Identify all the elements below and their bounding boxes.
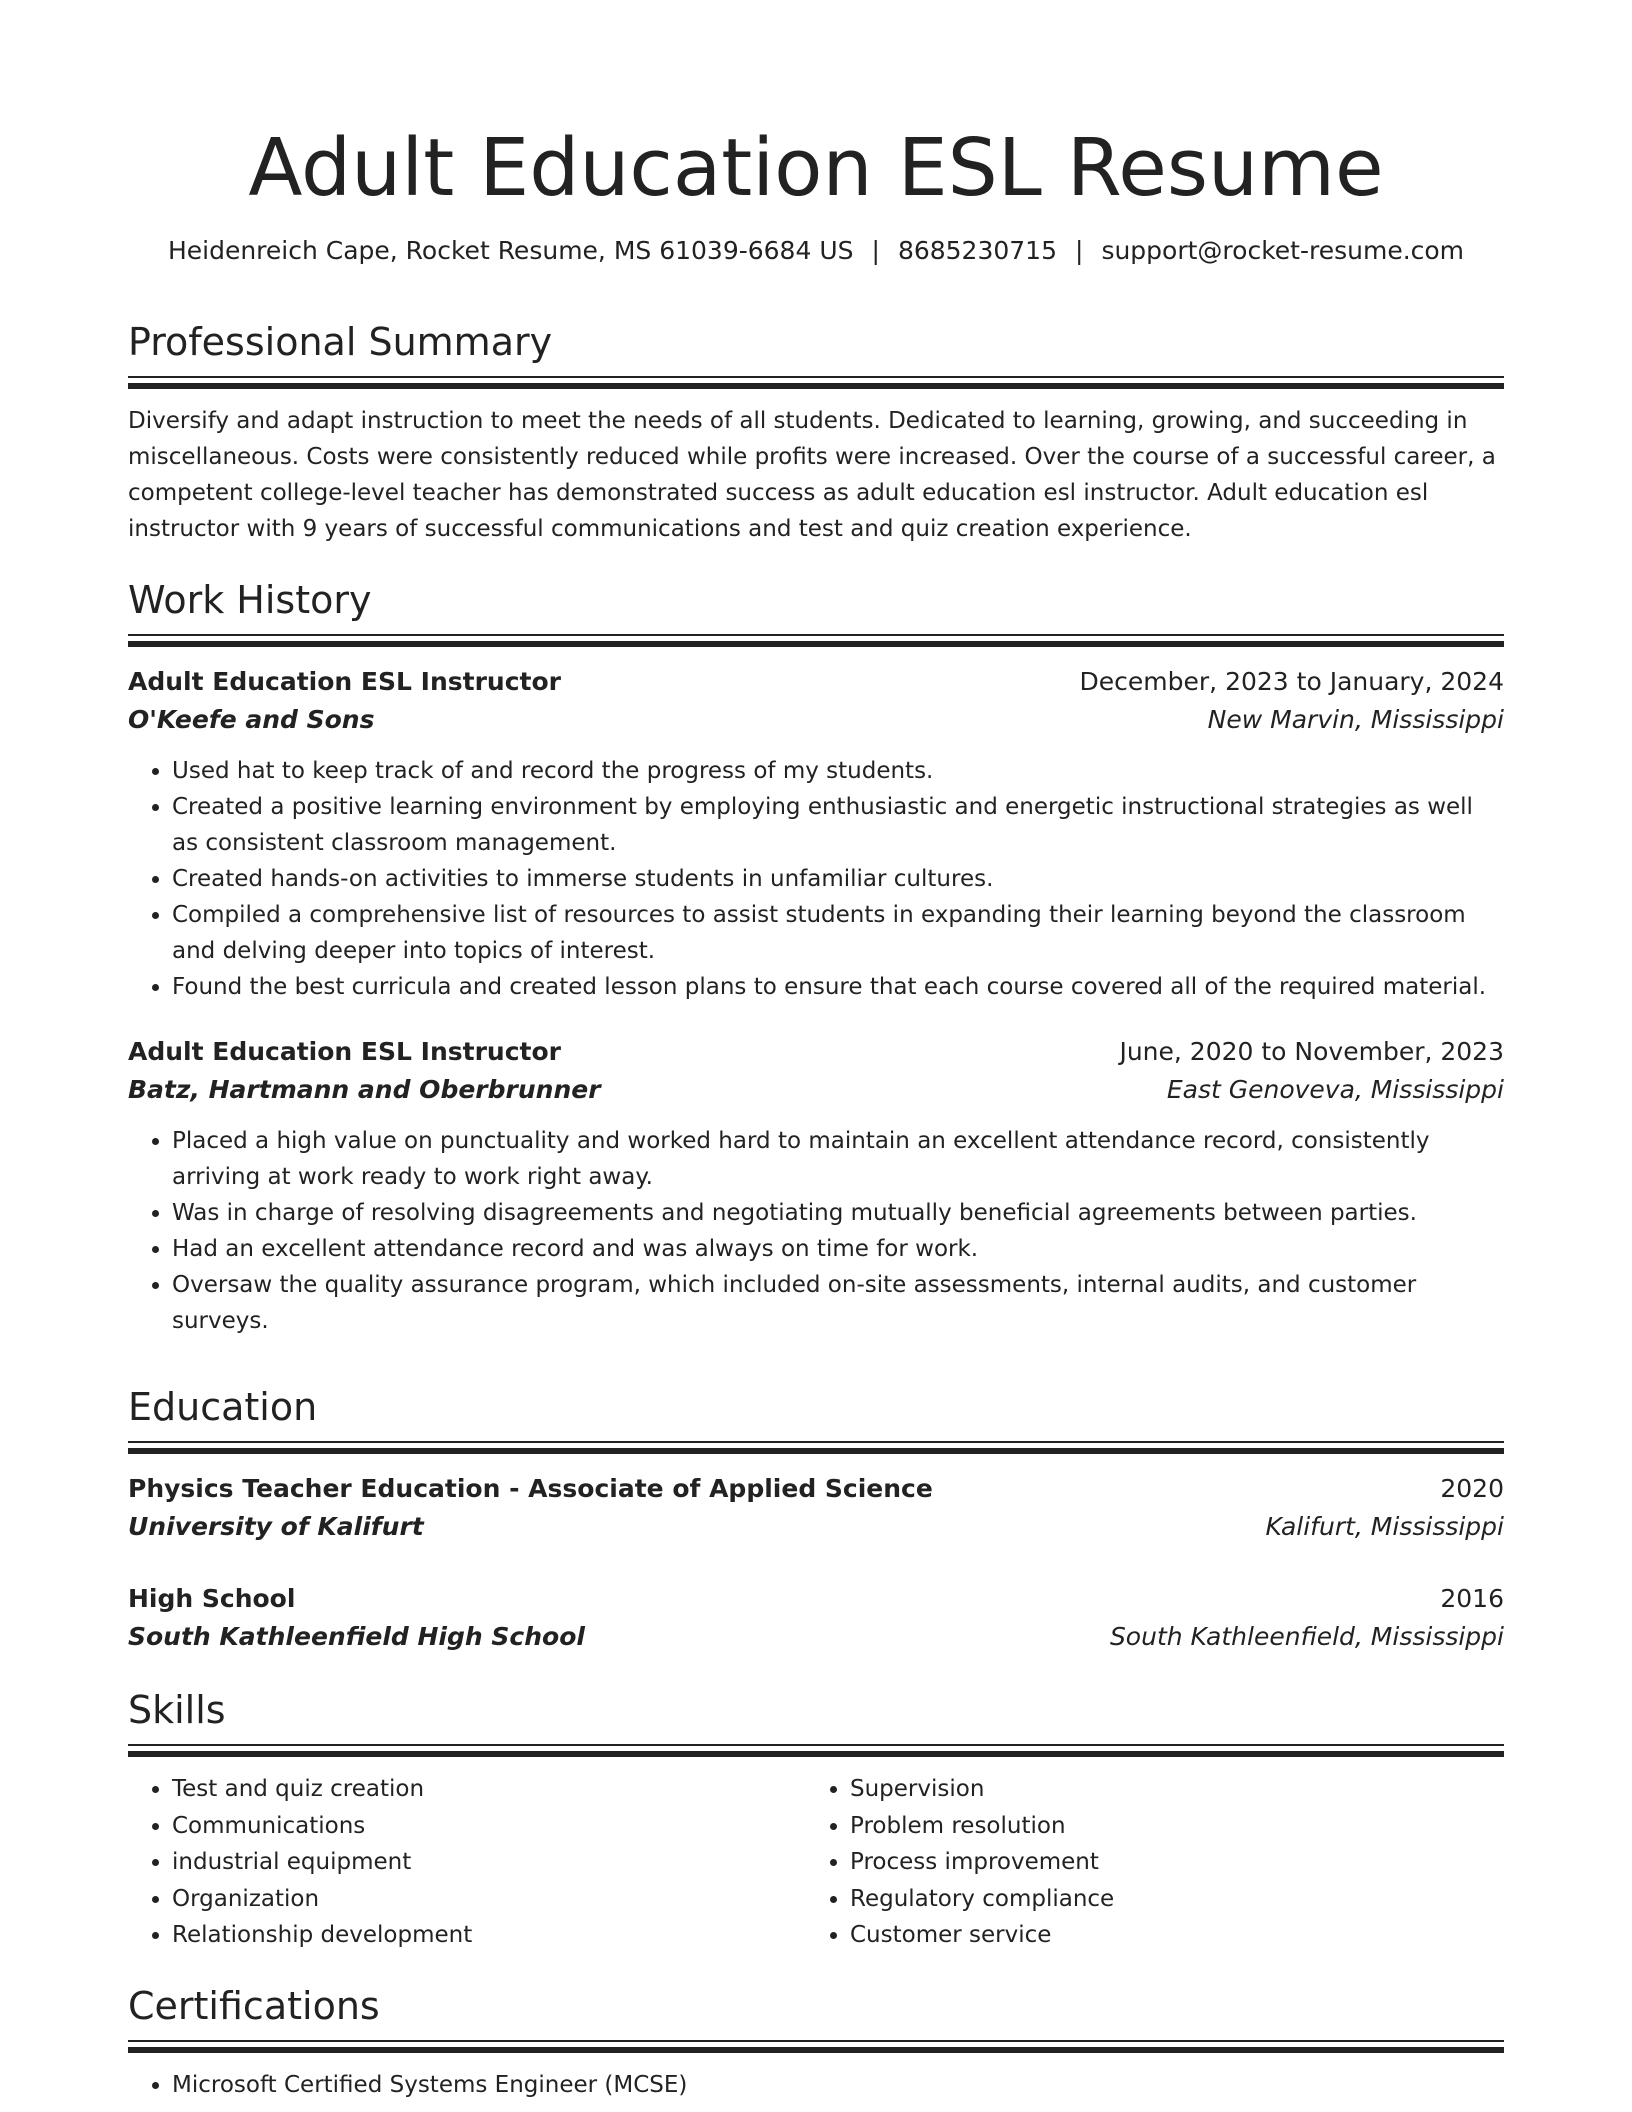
- education-location: Kalifurt, Mississippi: [1265, 1512, 1504, 1541]
- list-item: • Used hat to keep track of and record the progress of my students.: [172, 753, 1504, 789]
- list-item: • Created a positive learning environment by employing enthusiastic and energetic instructional strategies as well as consistent classroom management.: [172, 789, 1504, 861]
- education-school: South Kathleenfield High School: [128, 1622, 585, 1651]
- work-history-section: [128, 576, 1504, 1339]
- section-heading-skills: Skills: [128, 1688, 226, 1732]
- skills-list-right: [806, 1771, 1484, 1954]
- list-item: • Process improvement: [850, 1844, 1484, 1881]
- summary-text: Diversify and adapt instruction to meet the needs of all students. Dedicated to learning, growing, and succeeding in miscellaneous. Costs were consistently reduced while profits were increased. Over the course of a successful career, a competent college-level teacher has demonstrated success as adult education esl instructor. Adult education esl instructor with 9 years of successful communications and test and quiz creation experience.: [128, 408, 1496, 542]
- job-company: O'Keefe and Sons: [128, 705, 375, 734]
- list-item: • Supervision: [850, 1771, 1484, 1808]
- education-entry: [128, 1470, 1504, 1546]
- section-divider: [128, 1441, 1504, 1454]
- list-item: • Had an excellent attendance record and was always on time for work.: [172, 1231, 1504, 1267]
- list-item: • Compiled a comprehensive list of resources to assist students in expanding their learning beyond the classroom and delving deeper into topics of interest.: [172, 897, 1504, 969]
- list-item: • Test and quiz creation: [172, 1771, 806, 1808]
- list-item: • Found the best curricula and created lesson plans to ensure that each course covered all of the required material.: [172, 969, 1504, 1005]
- job-location: East Genoveva, Mississippi: [1166, 1075, 1504, 1104]
- education-year: 2016: [1440, 1584, 1504, 1613]
- certifications-section: [128, 1982, 1504, 2103]
- section-heading-education: Education: [128, 1385, 318, 1429]
- job-bullets: [128, 1123, 1504, 1339]
- section-divider: [128, 634, 1504, 647]
- job-company-row: [128, 701, 1504, 739]
- education-location: South Kathleenfield, Mississippi: [1109, 1622, 1504, 1651]
- job-title: Adult Education ESL Instructor: [128, 667, 561, 696]
- education-degree: Physics Teacher Education - Associate of Applied Science: [128, 1474, 933, 1503]
- education-degree: High School: [128, 1584, 296, 1613]
- section-heading-certifications: Certifications: [128, 1984, 380, 2028]
- list-item: • Placed a high value on punctuality and worked hard to maintain an excellent attendance record, consistently arriving at work ready to work right away.: [172, 1123, 1504, 1195]
- job-company: Batz, Hartmann and Oberbrunner: [128, 1075, 601, 1104]
- section-divider: [128, 1744, 1504, 1757]
- section-heading-work: Work History: [128, 578, 372, 622]
- contact-phone: 8685230715: [897, 236, 1057, 265]
- summary-section: [128, 318, 1504, 547]
- list-item: • industrial equipment: [172, 1844, 806, 1881]
- education-section: [128, 1383, 1504, 1656]
- education-school-row: [128, 1618, 1504, 1656]
- education-entry: [128, 1580, 1504, 1656]
- education-header-row: [128, 1470, 1504, 1508]
- resume-page: [128, 0, 1504, 2098]
- job-entry: [128, 1033, 1504, 1339]
- list-item: • Problem resolution: [850, 1808, 1484, 1845]
- job-title: Adult Education ESL Instructor: [128, 1037, 561, 1066]
- contact-separator: |: [1075, 236, 1084, 265]
- contact-line: [128, 234, 1504, 268]
- job-dates: December, 2023 to January, 2024: [1079, 667, 1504, 696]
- list-item: • Was in charge of resolving disagreements and negotiating mutually beneficial agreements between parties.: [172, 1195, 1504, 1231]
- contact-email: support@rocket-resume.com: [1101, 236, 1465, 265]
- job-company-row: [128, 1071, 1504, 1109]
- list-item: • Communications: [172, 1808, 806, 1845]
- job-header-row: [128, 1033, 1504, 1071]
- list-item: • Microsoft Certified Systems Engineer (MCSE): [172, 2067, 1504, 2103]
- education-year: 2020: [1440, 1474, 1504, 1503]
- skills-columns: [128, 1771, 1504, 1954]
- skills-section: [128, 1686, 1504, 1954]
- list-item: • Oversaw the quality assurance program, which included on-site assessments, internal audits, and customer surveys.: [172, 1267, 1504, 1339]
- list-item: • Organization: [172, 1881, 806, 1918]
- job-bullets: [128, 753, 1504, 1005]
- section-heading-summary: Professional Summary: [128, 320, 553, 364]
- list-item: • Regulatory compliance: [850, 1881, 1484, 1918]
- list-item: • Created hands-on activities to immerse students in unfamiliar cultures.: [172, 861, 1504, 897]
- resume-title: Adult Education ESL Resume: [248, 122, 1384, 214]
- job-entry: [128, 663, 1504, 1005]
- education-school-row: [128, 1508, 1504, 1546]
- education-school: University of Kalifurt: [128, 1512, 424, 1541]
- education-header-row: [128, 1580, 1504, 1618]
- job-location: New Marvin, Mississippi: [1207, 705, 1504, 734]
- section-divider: [128, 2040, 1504, 2053]
- contact-separator: |: [871, 236, 880, 265]
- skills-list-left: [128, 1771, 806, 1954]
- certifications-list: [128, 2067, 1504, 2103]
- job-header-row: [128, 663, 1504, 701]
- contact-address: Heidenreich Cape, Rocket Resume, MS 61039-6684 US: [167, 236, 854, 265]
- section-divider: [128, 376, 1504, 389]
- job-dates: June, 2020 to November, 2023: [1119, 1037, 1504, 1066]
- list-item: • Customer service: [850, 1917, 1484, 1954]
- list-item: • Relationship development: [172, 1917, 806, 1954]
